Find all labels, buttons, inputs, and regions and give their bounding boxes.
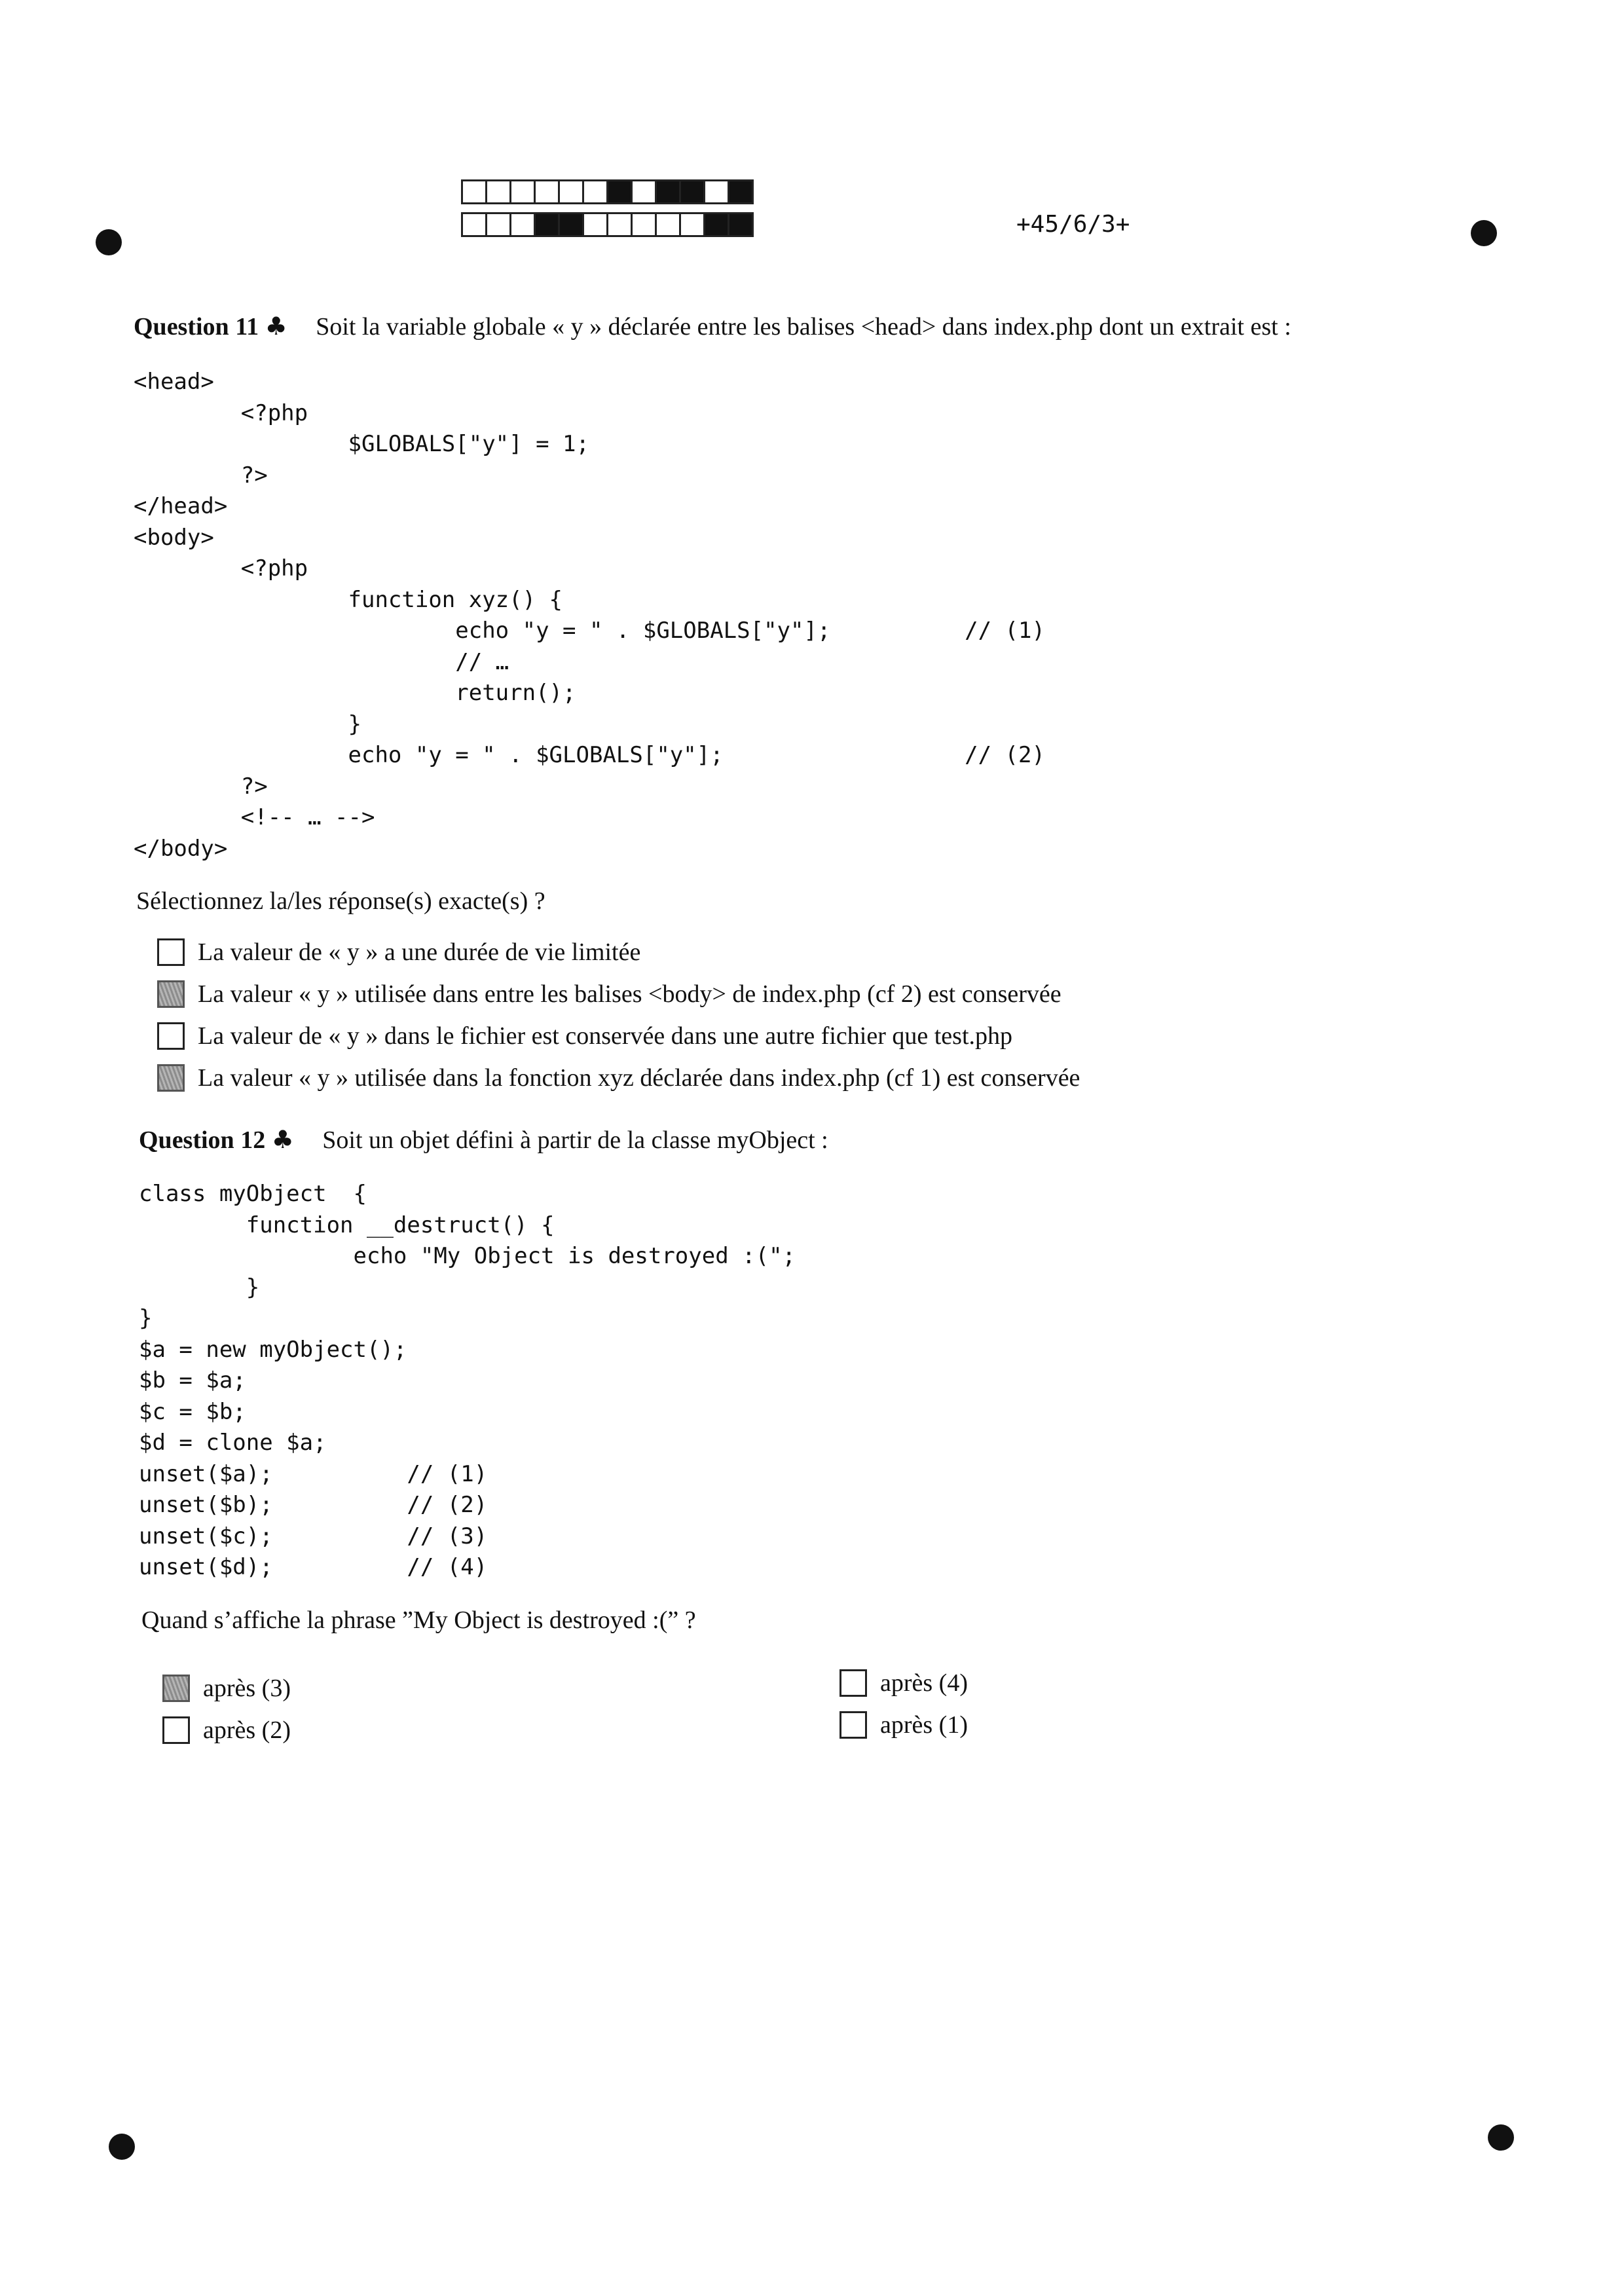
question-11-header [134,312,1291,341]
q11-option-3[interactable] [157,1022,1012,1050]
barcode-cell [536,214,560,235]
barcode-cell [487,214,511,235]
barcode-row-1 [461,179,754,204]
club-icon: ♣ [265,312,287,341]
q11-option-4-label: La valeur « y » utilisée dans la fonction xyz déclarée dans index.php (cf 1) est conservée [198,1064,1080,1092]
barcode-cell [608,181,633,202]
barcode-cell [511,214,536,235]
q11-option-2-label: La valeur « y » utilisée dans entre les balises <body> de index.php (cf 2) est conservée [198,980,1061,1008]
q11-option-4[interactable] [157,1064,1080,1092]
q11-option-3-checkbox[interactable] [157,1022,185,1050]
question-12-header [139,1125,828,1155]
q12-option-1[interactable] [162,1674,291,1703]
q11-option-1[interactable] [157,938,640,967]
q12-option-2-checkbox[interactable] [162,1716,190,1744]
barcode-cell [560,214,584,235]
q11-option-4-checkbox[interactable] [157,1064,185,1092]
barcode-cell [705,181,729,202]
q12-option-1-label: après (3) [203,1675,291,1702]
q11-option-1-checkbox[interactable] [157,938,185,966]
barcode-cell [681,214,705,235]
corner-mark-top-right [1471,220,1497,246]
q12-option-4-label: après (1) [880,1711,968,1739]
barcode-cell [633,181,657,202]
barcode-cell [463,181,487,202]
barcode-cell [681,181,705,202]
question-12-label: Question 12 [139,1126,266,1154]
q12-option-4-checkbox[interactable] [840,1711,867,1739]
question-12-text: Soit un objet défini à partir de la classe myObject : [322,1126,828,1154]
q12-option-2-label: après (2) [203,1716,291,1744]
q11-option-1-label: La valeur de « y » a une durée de vie limitée [198,938,641,966]
q12-option-1-checkbox[interactable] [162,1675,190,1702]
corner-mark-top-left [96,229,122,255]
barcode-cell [584,214,608,235]
question-12-code: class myObject { function __destruct() { echo "My Object is destroyed :("; } } $a = new myObject(); $b = $a; $c = $b; $d = clone $a; unset($a); // (1) unset($b); // (2) unset($c); // (3) unset($d); // (4) [139,1181,796,1580]
question-11-label: Question 11 [134,313,259,341]
corner-mark-bottom-right [1488,2124,1514,2151]
barcode-cell [536,181,560,202]
barcode-cell [463,214,487,235]
barcode-cell [487,181,511,202]
club-icon: ♣ [271,1125,294,1154]
question-12-prompt: Quand s’affiche la phrase ”My Object is destroyed :(” ? [141,1606,696,1634]
q11-option-2[interactable] [157,980,1061,1009]
barcode-cell [511,181,536,202]
q12-option-4[interactable] [840,1711,968,1739]
barcode-cell [633,214,657,235]
barcode-cell [729,181,752,202]
barcode-cell [705,214,729,235]
barcode-cell [657,181,681,202]
barcode-cell [560,181,584,202]
barcode-cell [657,214,681,235]
barcode-row-2 [461,212,754,237]
q12-option-3-label: après (4) [880,1669,968,1697]
question-11-text: Soit la variable globale « y » déclarée entre les balises <head> dans index.php dont un extrait est : [316,313,1291,341]
barcode-cell [584,181,608,202]
page-id: +45/6/3+ [1016,211,1130,238]
q12-option-3[interactable] [840,1669,968,1697]
q11-option-3-label: La valeur de « y » dans le fichier est conservée dans une autre fichier que test.php [198,1022,1012,1050]
q12-option-2[interactable] [162,1716,291,1745]
question-11-prompt: Sélectionnez la/les réponse(s) exacte(s) ? [136,887,545,915]
question-11-code: <head> <?php $GLOBALS["y"] = 1; ?> </head> <body> <?php function xyz() { echo "y = " . $GLOBALS["y"]; // (1) // … return(); } echo "y = " . $GLOBALS["y"]; // (2) ?> <!-- … --> </body> [134,369,1045,862]
corner-mark-bottom-left [109,2134,135,2160]
q12-option-3-checkbox[interactable] [840,1669,867,1697]
q11-option-2-checkbox[interactable] [157,980,185,1008]
barcode-cell [729,214,752,235]
barcode-cell [608,214,633,235]
